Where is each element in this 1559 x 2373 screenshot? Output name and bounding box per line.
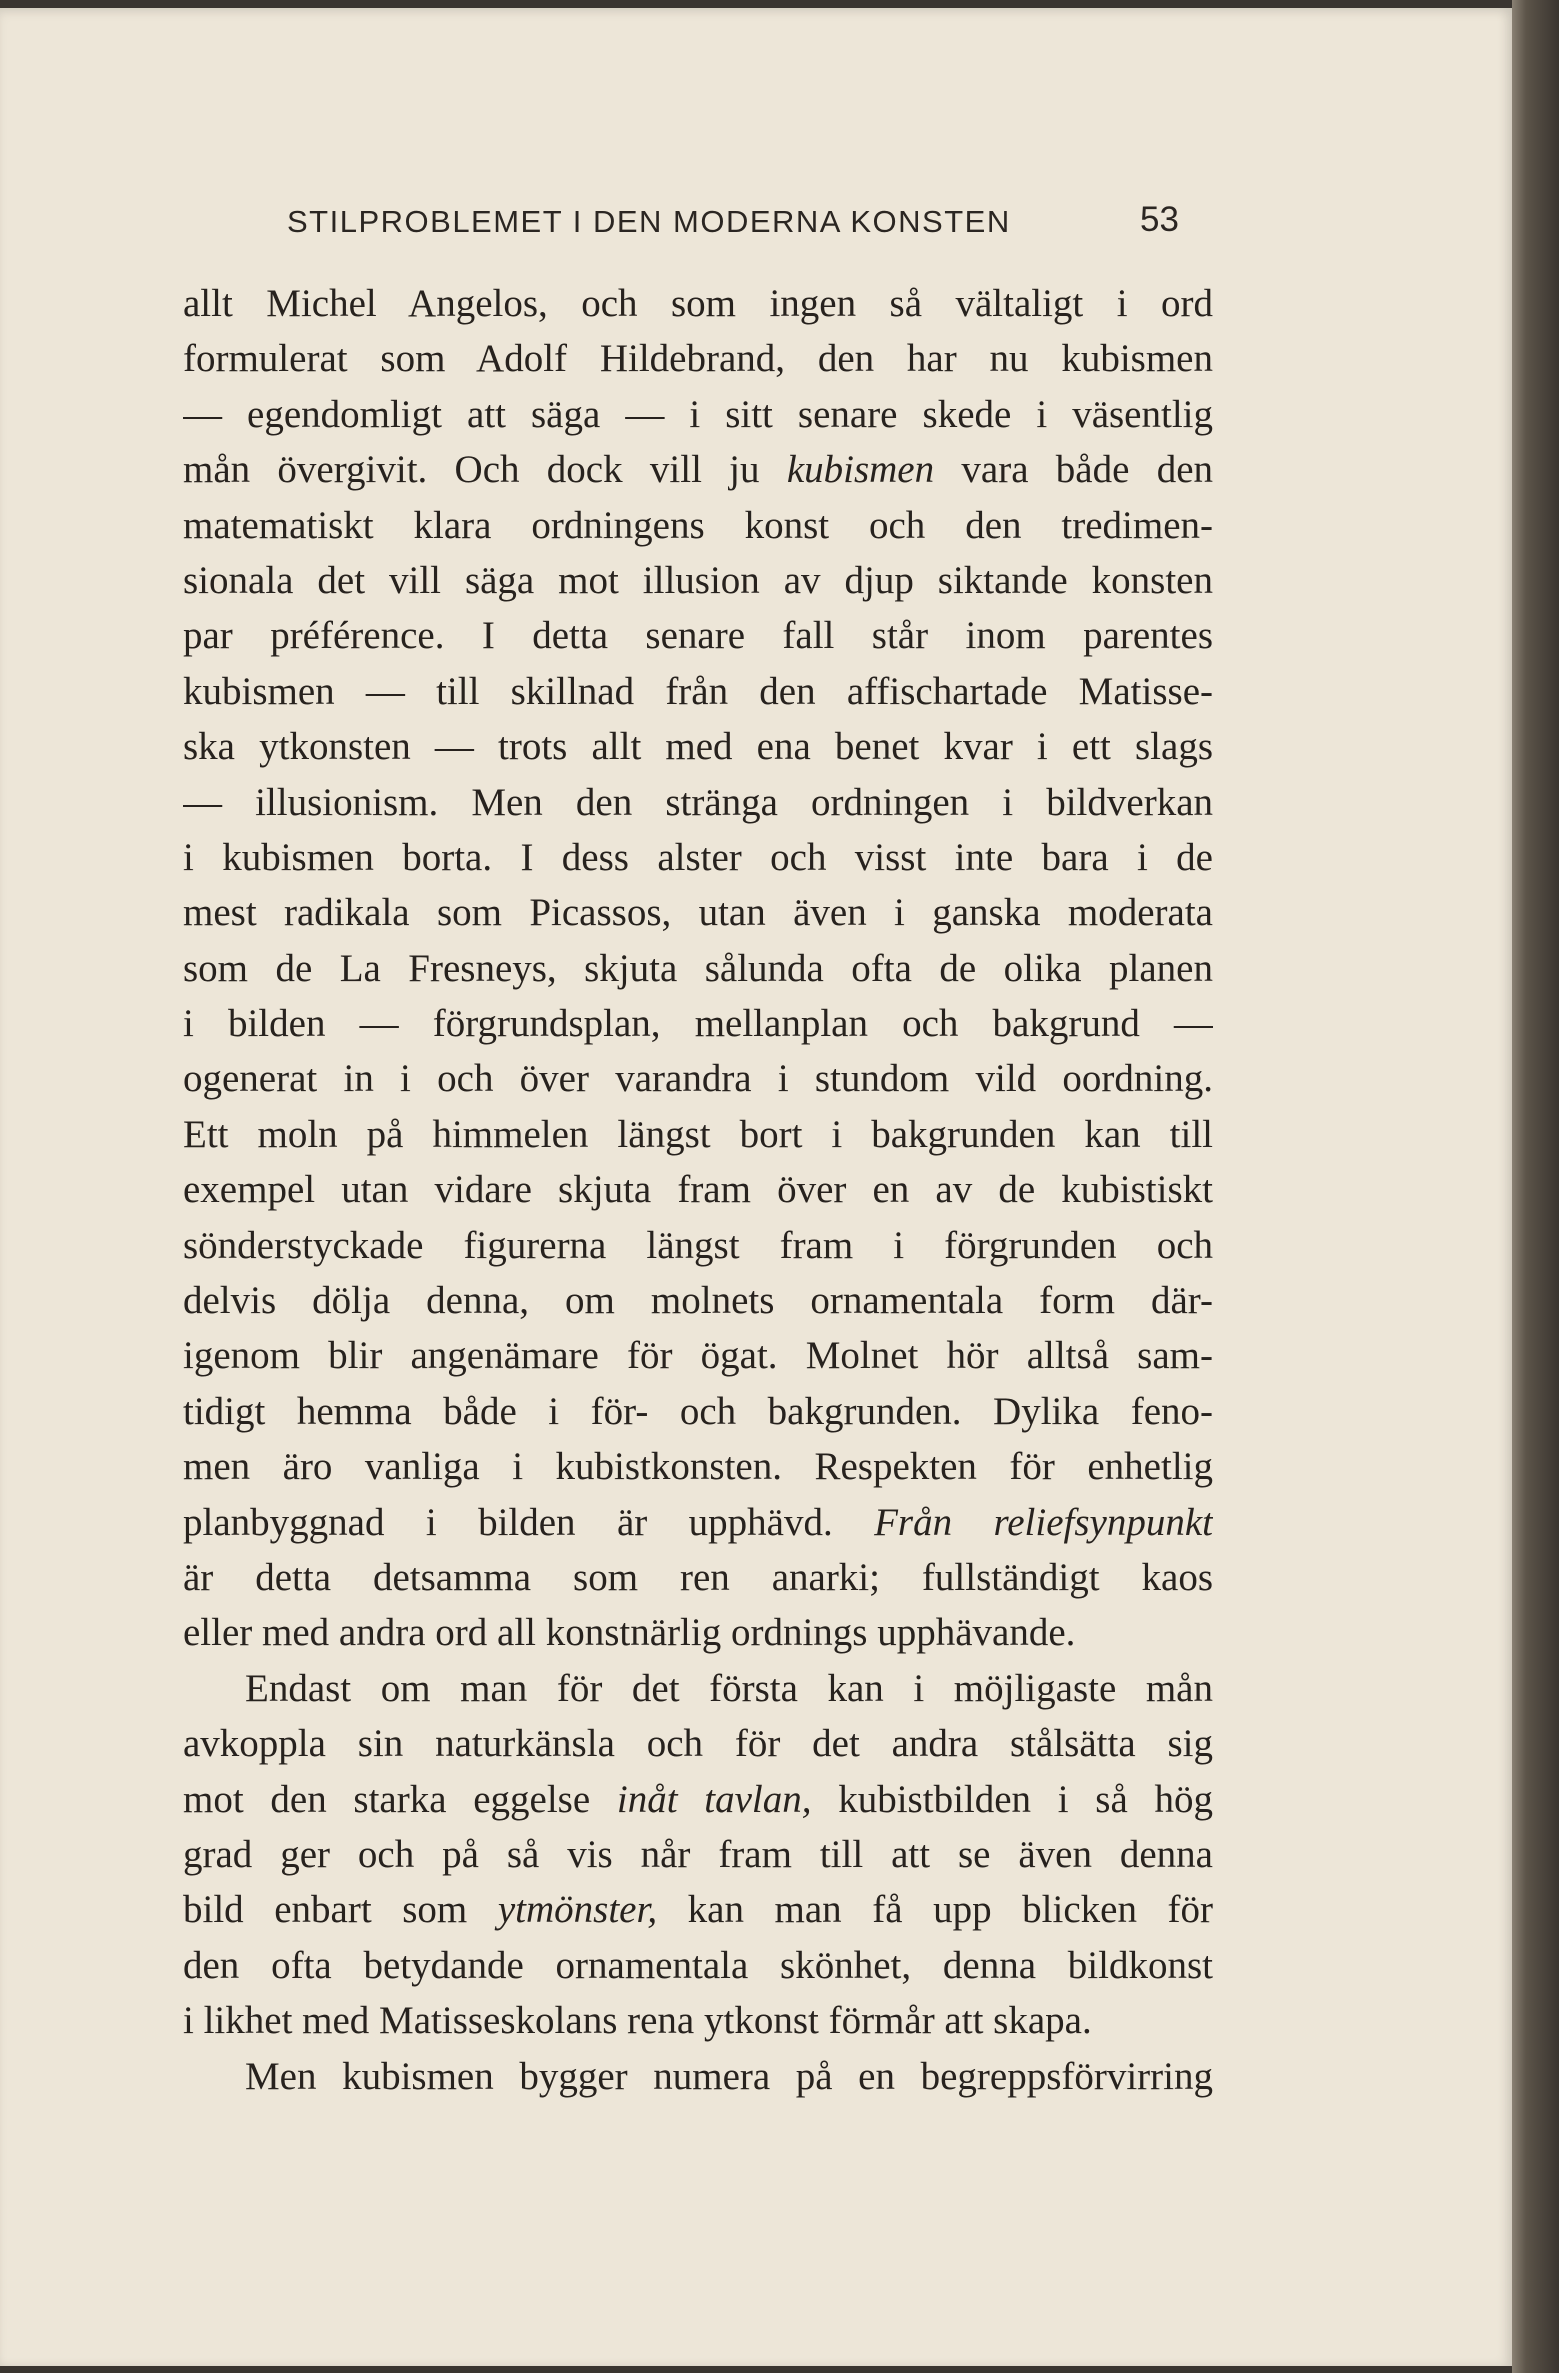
text-line: i bilden — förgrundsplan, mellanplan och bakgrund — [183, 1002, 1213, 1046]
text-segment: planbyggnad i bilden är upphävd. [183, 1500, 875, 1544]
text-segment: mot den starka eggelse [183, 1777, 617, 1821]
text-segment: kan man få upp blicken för [657, 1888, 1213, 1932]
text-line [183, 442, 1213, 497]
italic-segment: Från reliefsynpunkt [874, 1500, 1213, 1544]
running-head: STILPROBLEMET I DEN MODERNA KONSTEN [287, 204, 1011, 239]
text-segment: bild enbart som [183, 1888, 498, 1932]
text-line: Ett moln på himmelen längst bort i bakgrunden kan till [183, 1112, 1213, 1156]
text-line: formulerat som Adolf Hildebrand, den har nu kubismen [183, 337, 1213, 381]
text-line: som de La Fresneys, skjuta sålunda ofta de olika planen [183, 946, 1213, 990]
text-line: Men kubismen bygger numera på en begreppsförvirring [245, 2054, 1213, 2098]
book-page [0, 8, 1512, 2366]
text-segment: vara både den [934, 448, 1213, 492]
italic-segment: ytmönster, [497, 1888, 658, 1932]
text-line: sionala det vill säga mot illusion av djup siktande konsten [183, 558, 1213, 602]
text-line: ska ytkonsten — trots allt med ena benet kvar i ett slags [183, 725, 1213, 769]
text-line: kubismen — till skillnad från den affischartade Matisse- [183, 669, 1213, 713]
text-line [183, 1495, 1213, 1550]
text-line [183, 1882, 1213, 1937]
page-number: 53 [1140, 200, 1179, 239]
text-line: men äro vanliga i kubistkonsten. Respekten för enhetlig [183, 1445, 1213, 1489]
body-text [183, 276, 1213, 2104]
text-line: allt Michel Angelos, och som ingen så vältaligt i ord [183, 282, 1213, 325]
page-edge [1512, 0, 1559, 2373]
text-line: i likhet med Matisseskolans rena ytkonst förmår att skapa. [183, 1999, 1092, 2043]
text-line: Endast om man för det första kan i möjligaste mån [245, 1666, 1213, 1710]
text-line: är detta detsamma som ren anarki; fullständigt kaos [183, 1555, 1213, 1599]
italic-segment: inåt tavlan, [616, 1777, 812, 1821]
text-line: delvis dölja denna, om molnets ornamentala form där- [183, 1279, 1213, 1323]
text-segment: mån övergivit. Och dock vill ju [183, 448, 787, 492]
text-line: matematiskt klara ordningens konst och den tredimen- [183, 503, 1213, 547]
italic-segment: kubismen [786, 448, 935, 492]
text-line: grad ger och på så vis når fram till att se även denna [183, 1832, 1213, 1876]
text-line: igenom blir angenämare för ögat. Molnet hör alltså sam- [183, 1334, 1213, 1378]
text-line: eller med andra ord all konstnärlig ordnings upphävande. [183, 1611, 1076, 1655]
text-line: exempel utan vidare skjuta fram över en av de kubistiskt [183, 1168, 1213, 1212]
text-line: par préférence. I detta senare fall står inom parentes [183, 614, 1213, 658]
text-line: ogenerat in i och över varandra i stundom vild oordning. [183, 1057, 1213, 1101]
text-line: tidigt hemma både i för- och bakgrunden. Dylika feno- [183, 1389, 1213, 1433]
text-segment: kubistbilden i så hög [811, 1777, 1213, 1821]
text-line: — egendomligt att säga — i sitt senare skede i väsentlig [183, 392, 1213, 436]
text-line: mest radikala som Picassos, utan även i ganska moderata [183, 891, 1213, 935]
text-line [183, 1772, 1213, 1827]
text-line: sönderstyckade figurerna längst fram i förgrunden och [183, 1223, 1213, 1267]
text-line: avkoppla sin naturkänsla och för det andra stålsätta sig [183, 1722, 1213, 1766]
text-line: i kubismen borta. I dess alster och visst inte bara i de [183, 835, 1213, 879]
text-line: den ofta betydande ornamentala skönhet, denna bildkonst [183, 1943, 1213, 1987]
text-line: — illusionism. Men den stränga ordningen i bildverkan [183, 780, 1213, 824]
page-header [0, 8, 1512, 268]
